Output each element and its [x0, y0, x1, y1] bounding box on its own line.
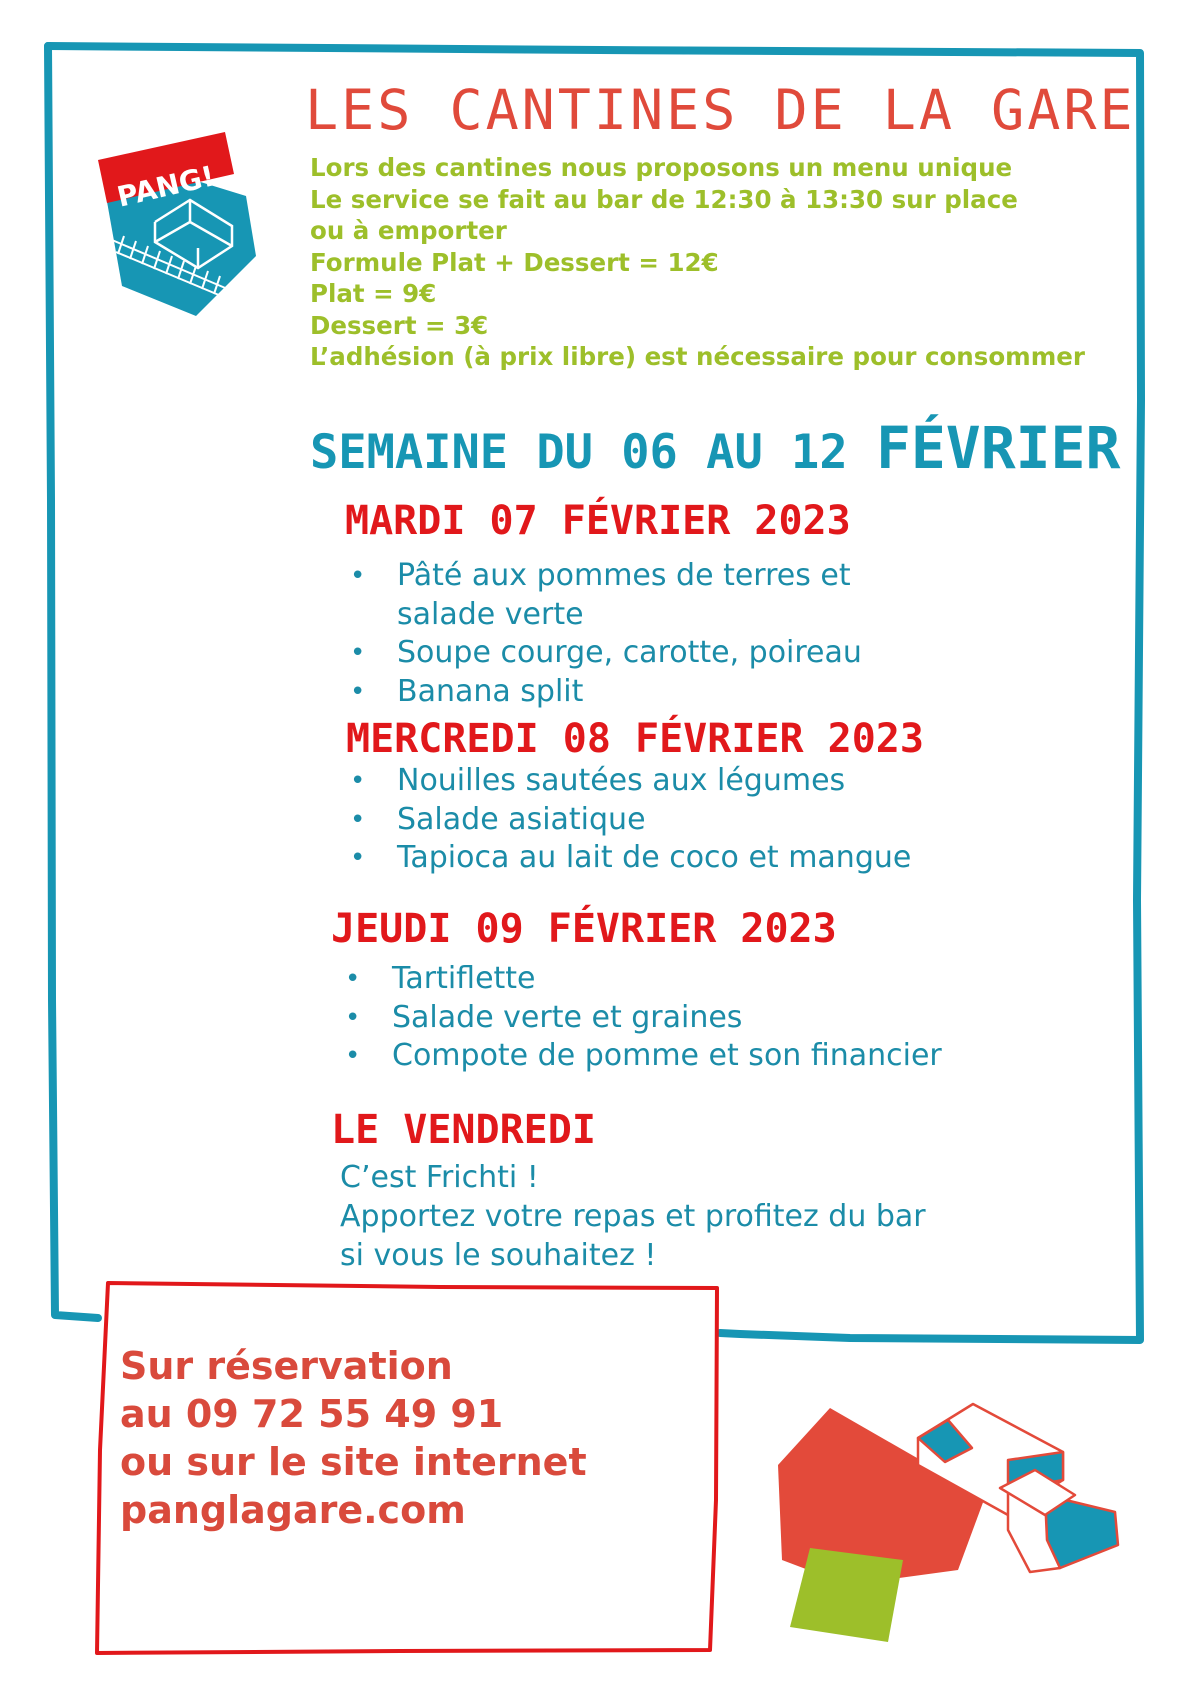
reservation-phone: au 09 72 55 49 91	[120, 1392, 504, 1436]
day-title-tuesday: MARDI 07 FÉVRIER 2023	[345, 498, 851, 544]
friday-text	[340, 1158, 926, 1275]
menu-list-wednesday	[350, 762, 970, 878]
menu-item: • Compote de pomme et son financier	[345, 1037, 1025, 1076]
reservation-text	[120, 1342, 587, 1534]
menu-list-tuesday	[350, 557, 870, 711]
intro-line: L’adhésion (à prix libre) est nécessaire pour consommer	[310, 342, 1085, 371]
reservation-line: Sur réservation	[120, 1344, 453, 1388]
menu-item: • Banana split	[350, 673, 870, 712]
intro-line: Formule Plat + Dessert = 12€	[310, 247, 719, 277]
menu-item: • Nouilles sautées aux légumes	[350, 762, 970, 801]
menu-item: • Tapioca au lait de coco et mangue	[350, 839, 970, 878]
menu-list-thursday	[345, 960, 1025, 1076]
friday-line: Apportez votre repas et profitez du bar	[340, 1199, 926, 1234]
intro-line: ou à emporter	[310, 216, 507, 245]
logo-text: PANG!	[114, 159, 218, 214]
menu-item: • Pâté aux pommes de terres et salade verte	[350, 557, 870, 634]
intro-line: Le service se fait au bar de 12:30 à 13:30 sur place	[310, 184, 1018, 214]
friday-line: si vous le souhaitez !	[340, 1238, 657, 1273]
blue-frame-left	[48, 46, 98, 1318]
week-heading	[310, 414, 1121, 483]
pang-logo	[98, 132, 256, 316]
day-title-friday: LE VENDREDI	[331, 1107, 596, 1153]
week-prefix: SEMAINE DU 06 AU 12	[310, 425, 876, 480]
menu-item: • Salade asiatique	[350, 801, 970, 840]
intro-info	[310, 152, 1085, 373]
page-title: LES CANTINES DE LA GARE	[305, 78, 1136, 142]
friday-line: C’est Frichti !	[340, 1160, 539, 1195]
menu-item: • Soupe courge, carotte, poireau	[350, 634, 870, 673]
menu-item: • Salade verte et graines	[345, 999, 1025, 1038]
decorative-shapes	[778, 1404, 1118, 1642]
intro-line: Lors des cantines nous proposons un menu unique	[310, 153, 1013, 182]
reservation-website: panglagare.com	[120, 1488, 466, 1532]
menu-item: • Tartiflette	[345, 960, 1025, 999]
week-month: FÉVRIER	[875, 414, 1121, 482]
day-title-thursday: JEUDI 09 FÉVRIER 2023	[331, 906, 837, 952]
day-title-wednesday: MERCREDI 08 FÉVRIER 2023	[346, 716, 924, 762]
intro-line: Plat = 9€	[310, 279, 437, 308]
reservation-line: ou sur le site internet	[120, 1440, 587, 1484]
intro-line: Dessert = 3€	[310, 310, 489, 340]
